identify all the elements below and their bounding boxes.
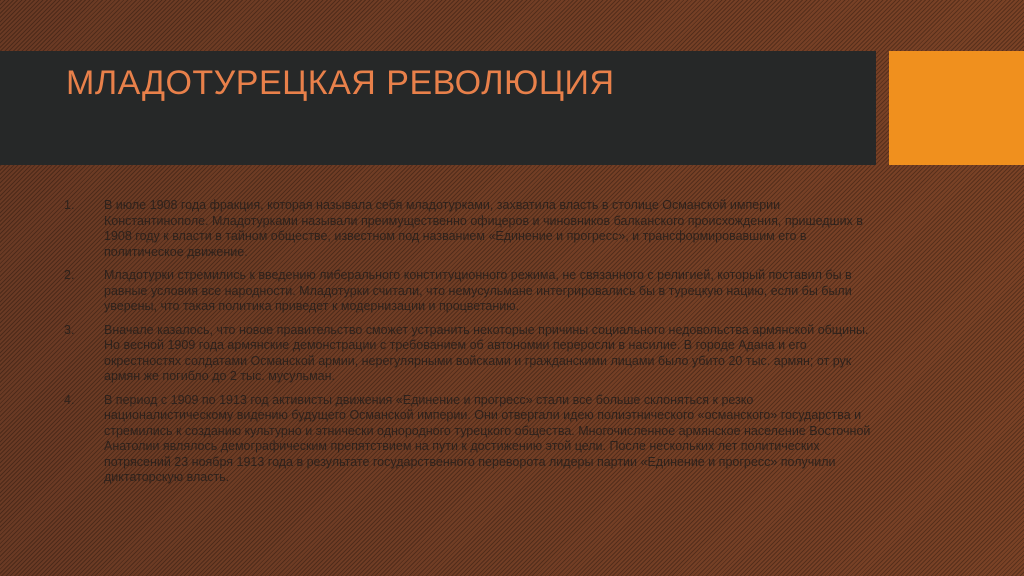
list-item bbox=[64, 323, 884, 385]
list-item bbox=[64, 198, 884, 260]
list-item bbox=[64, 268, 884, 315]
list-item-text: В период с 1909 по 1913 год активисты движения «Единение и прогресс» стали все больше склоняться к резко националистическому видению будущего Османской империи. Они отвергали идею полиэтнического «османского» государства и стремились к созданию культурно и этнически однородного турецкого общества. Многочисленное армянское население Восточной Анатолии являлось демографическим препятствием на пути к достижению этой цели. После нескольких лет политических потрясений 23 ноября 1913 года в результате государственного переворота лидеры партии «Единение и прогресс» получили диктаторскую власть. bbox=[104, 392, 871, 484]
list-item-number: 2. bbox=[64, 268, 75, 282]
list-item-number: 3. bbox=[64, 322, 75, 337]
list-item-text: Младотурки стремились к введению либерального конституционного режима, не связанного с религией, который поставил бы в равные условия все народности. Младотурки считали, что немусульмане интегрировались бы в турецкую нацию, если бы были уверены, что такая политика приведет к модернизации и процветанию. bbox=[104, 268, 852, 313]
list-item-text: В июле 1908 года фракция, которая называла себя младотурками, захватила власть в столице Османской империи Константинополе. Младотурками называли преимущественно офицеров и чиновников балканского происхождения, пришедших в 1908 году к власти в тайном обществе, известном под названием «Единение и прогресс», и трансформировавшим его в политическое движение. bbox=[104, 198, 863, 259]
list-item-text: Вначале казалось, что новое правительство сможет устранить некоторые причины социального недовольства армянской общины. Но весной 1909 года армянские демонстрации с требованием об автономии переросли в насилие. В городе Адана и его окрестностях солдатами Османской армии, нерегулярными войсками и гражданскими лицами было убито 20 тыс. армян; от рук армян же погибло до 2 тыс. мусульман. bbox=[104, 322, 869, 383]
numbered-list bbox=[64, 198, 884, 494]
list-item-number: 4. bbox=[64, 392, 75, 407]
accent-box bbox=[889, 51, 1024, 165]
slide-title: МЛАДОТУРЕЦКАЯ РЕВОЛЮЦИЯ bbox=[66, 64, 615, 102]
list-item-number: 1. bbox=[64, 198, 75, 212]
list-item bbox=[64, 393, 884, 486]
